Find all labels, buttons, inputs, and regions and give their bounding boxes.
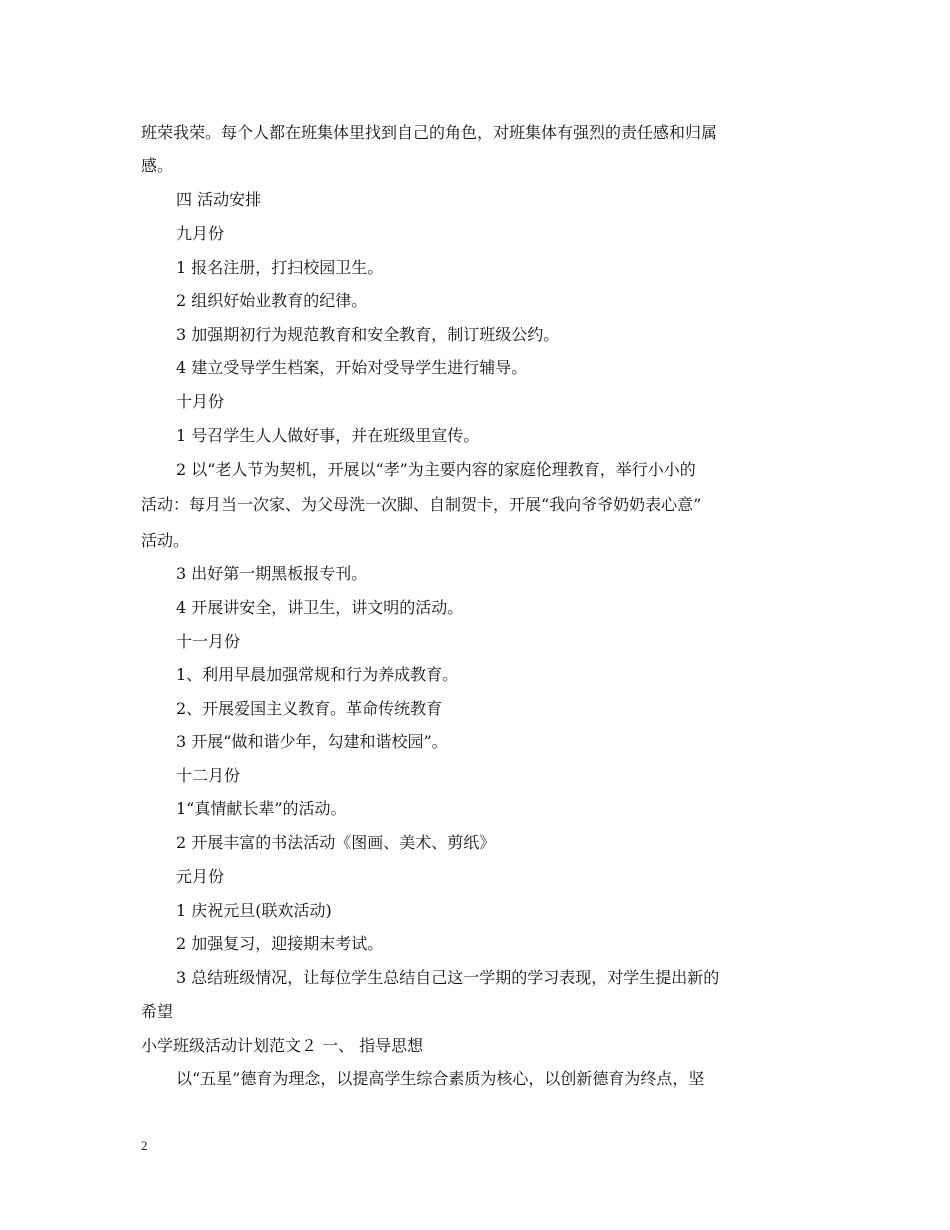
list-item: 2 加强复习，迎接期末考试。 xyxy=(176,934,384,953)
list-item: 1 号召学生人人做好事，并在班级里宣传。 xyxy=(176,426,480,445)
list-item: 3 总结班级情况，让每位学生总结自己这一学期的学习表现，对学生提出新的 xyxy=(176,968,720,987)
list-item: 1 报名注册，打扫校园卫生。 xyxy=(176,258,384,277)
month-heading: 九月份 xyxy=(176,224,225,243)
article-title: 小学班级活动计划范文２ 一、 指导思想 xyxy=(141,1036,424,1055)
body-text-line: 活动：每月当一次家、为父母洗一次脚、自制贺卡，开展“我向爷爷奶奶表心意” xyxy=(141,495,702,514)
body-text-line: 班荣我荣。每个人都在班集体里找到自己的角色，对班集体有强烈的责任感和归属 xyxy=(141,123,718,142)
month-heading: 十二月份 xyxy=(176,766,241,785)
list-item: 2 开展丰富的书法活动《图画、美术、剪纸》 xyxy=(176,833,496,852)
month-heading: 十月份 xyxy=(176,392,225,411)
list-item: 1、利用早晨加强常规和行为养成教育。 xyxy=(176,665,459,684)
list-item: 2 组织好始业教育的纪律。 xyxy=(176,291,368,310)
month-heading: 十一月份 xyxy=(176,632,241,651)
list-item: 4 建立受导学生档案，开始对受导学生进行辅导。 xyxy=(176,358,528,377)
body-text-line: 希望 xyxy=(141,1002,174,1021)
list-item: 2、开展爱国主义教育。革命传统教育 xyxy=(176,699,443,718)
section-heading: 四 活动安排 xyxy=(176,190,262,209)
page-number: 2 xyxy=(141,1138,148,1153)
list-item: 2 以“老人节为契机，开展以“孝”为主要内容的家庭伦理教育，举行小小的 xyxy=(176,460,696,479)
body-text-line: 活动。 xyxy=(141,531,190,550)
body-text-line: 以“五星”德育为理念，以提高学生综合素质为核心，以创新德育为终点，坚 xyxy=(176,1069,705,1088)
month-heading: 元月份 xyxy=(176,867,225,886)
list-item: 1 庆祝元旦(联欢活动) xyxy=(176,901,332,920)
list-item: 1“真情献长辈”的活动。 xyxy=(176,799,347,818)
body-text-line: 感。 xyxy=(141,156,174,175)
list-item: 4 开展讲安全，讲卫生，讲文明的活动。 xyxy=(176,598,464,617)
list-item: 3 出好第一期黑板报专刊。 xyxy=(176,564,368,583)
list-item: 3 开展“做和谐少年，勾建和谐校园”。 xyxy=(176,732,448,751)
list-item: 3 加强期初行为规范教育和安全教育，制订班级公约。 xyxy=(176,325,560,344)
